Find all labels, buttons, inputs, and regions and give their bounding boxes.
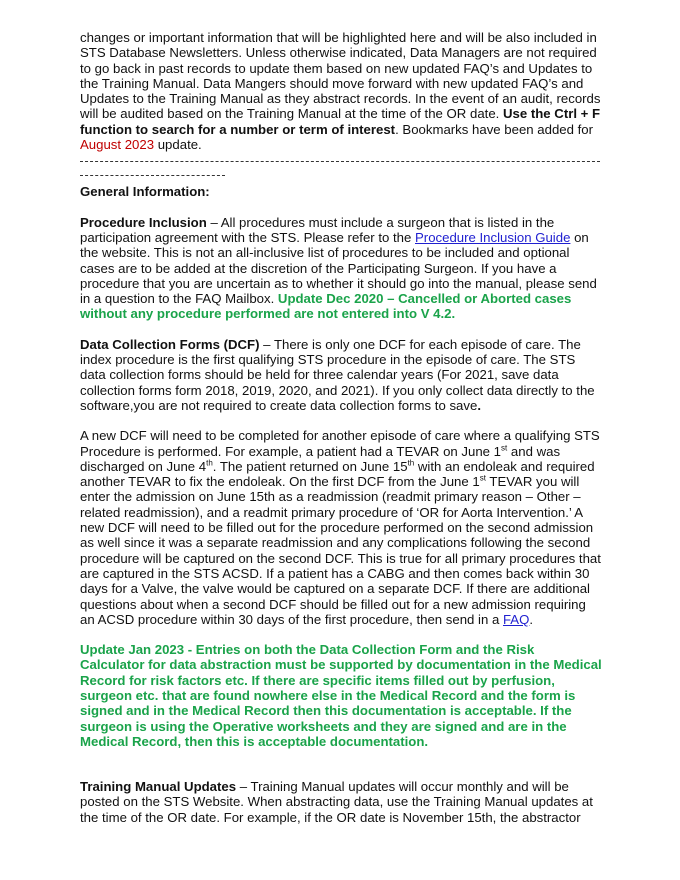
spacer xyxy=(80,413,602,428)
ordinal-suffix: th xyxy=(206,458,213,468)
new-dcf-text-5: TEVAR you will enter the admission on June 15th as a readmission (readmit primary reason – Other – related readmission), and a readmit primary procedure of ‘OR for Aorta Intervention.’ A new DCF will need to be filled out for the procedure performed on the second admission as well since it was a separate readmission and any complications following the second procedure will be captured on the second DCF. This is true for all primary procedures that are captured in the STS ACSD. If a patient has a CABG and then comes back within 30 days for a Valve, the valve would be captured on a separate DCF. If there are additional questions about when a second DCF should be filled out for a new admission requiring an ACSD procedure within 30 days of the first procedure, then send in a xyxy=(80,474,601,627)
new-dcf-end: . xyxy=(529,611,534,627)
spacer xyxy=(80,627,602,642)
procedure-inclusion-term: Procedure Inclusion xyxy=(80,214,207,230)
ctrl-f-instruction: Use the Ctrl + F function to search for a number or term of interest xyxy=(80,106,601,137)
bookmarks-end-text: update. xyxy=(154,137,202,153)
ordinal-suffix: th xyxy=(407,458,415,468)
procedure-inclusion-guide-link[interactable]: Procedure Inclusion Guide xyxy=(415,229,571,245)
dcf-term: Data Collection Forms (DCF) xyxy=(80,336,260,352)
ordinal-suffix: st xyxy=(501,443,508,453)
faq-link[interactable]: FAQ xyxy=(502,611,530,627)
spacer xyxy=(80,322,602,337)
training-manual-updates-term: Training Manual Updates xyxy=(80,779,237,795)
new-dcf-text-2: and was discharged on June 4 xyxy=(80,443,561,474)
bookmark-date-highlight: August 2023 xyxy=(80,137,155,153)
procedure-inclusion-paragraph xyxy=(80,215,602,322)
training-manual-updates-paragraph xyxy=(80,779,602,825)
dcf-paragraph xyxy=(80,337,602,413)
procedure-inclusion-text-continued: on the website. This is not an all-inclusive list of procedures to be included and optional cases are to be added at the discretion of the Participating Surgeon. If you have a procedure that you are uncertain as to whether it should go into the manual, please send in a question to the FAQ Mailbox. xyxy=(80,229,597,307)
dcf-text: – There is only one DCF for each episode of care. The index procedure is the first qualifying STS procedure in the episode of care. The STS data collection forms should be held for three calendar years (For 2021, save data collection forms form 2018, 2019, 2020, and 2021). If you only collect data directly to the software,you are not required to create data collection forms to save xyxy=(80,336,595,413)
new-dcf-paragraph xyxy=(80,428,602,627)
general-information-heading: General Information: xyxy=(80,184,210,200)
document-content xyxy=(80,30,602,825)
update-dec-2020: Update Dec 2020 – Cancelled or Aborted cases without any procedure performed are not entered into V 4.2. xyxy=(80,291,572,322)
procedure-inclusion-text: – All procedures must include a surgeon that is listed in the participation agreement with the STS. Please refer to the xyxy=(80,214,555,245)
training-manual-updates-text: – Training Manual updates will occur monthly and will be posted on the STS Website. When abstracting data, use the Training Manual updates at the time of the OR date. For example, if the OR date is November 15th, the abstractor xyxy=(80,779,593,825)
dcf-end-period: . xyxy=(477,397,481,413)
intro-text: changes or important information that will be highlighted here and will be also included in STS Database Newsletters. Unless otherwise indicated, Data Managers are not required to go back in past records to update them based on new updated FAQ’s and Updates to the Training Manual. Data Mangers should move forward with new updated FAQ’s and Updates to the Training Manual as they abstract records. In the event of an audit, records will be audited based on the Training Manual at the time of the OR date. xyxy=(80,30,601,122)
new-dcf-text-1: A new DCF will need to be completed for another episode of care where a qualifying STS Procedure is performed. For example, a patient had a TEVAR on June 1 xyxy=(80,428,600,459)
spacer xyxy=(80,749,602,779)
new-dcf-text-4: with an endoleak and required another TEVAR to fix the endoleak. On the first DCF from the June 1 xyxy=(80,458,595,490)
bookmarks-text: . Bookmarks have been added for xyxy=(395,121,594,137)
dashed-divider-continuation xyxy=(80,175,225,176)
dashed-divider xyxy=(80,161,600,162)
new-dcf-text-3: . The patient returned on June 15 xyxy=(212,458,408,474)
spacer xyxy=(80,200,602,215)
ordinal-suffix: st xyxy=(479,473,486,483)
intro-paragraph xyxy=(80,30,602,152)
update-jan-2023: Update Jan 2023 - Entries on both the Data Collection Form and the Risk Calculator for data abstraction must be supported by documentation in the Medical Record for risk factors etc. If there are specific items filled out by perfusion, surgeon etc. that are found nowhere else in the Medical Record and the form is signed and in the Medical Record then this documentation is acceptable. If the surgeon is using the Operative worksheets and they are signed and are in the Medical Record, then this is acceptable documentation. xyxy=(80,642,602,749)
